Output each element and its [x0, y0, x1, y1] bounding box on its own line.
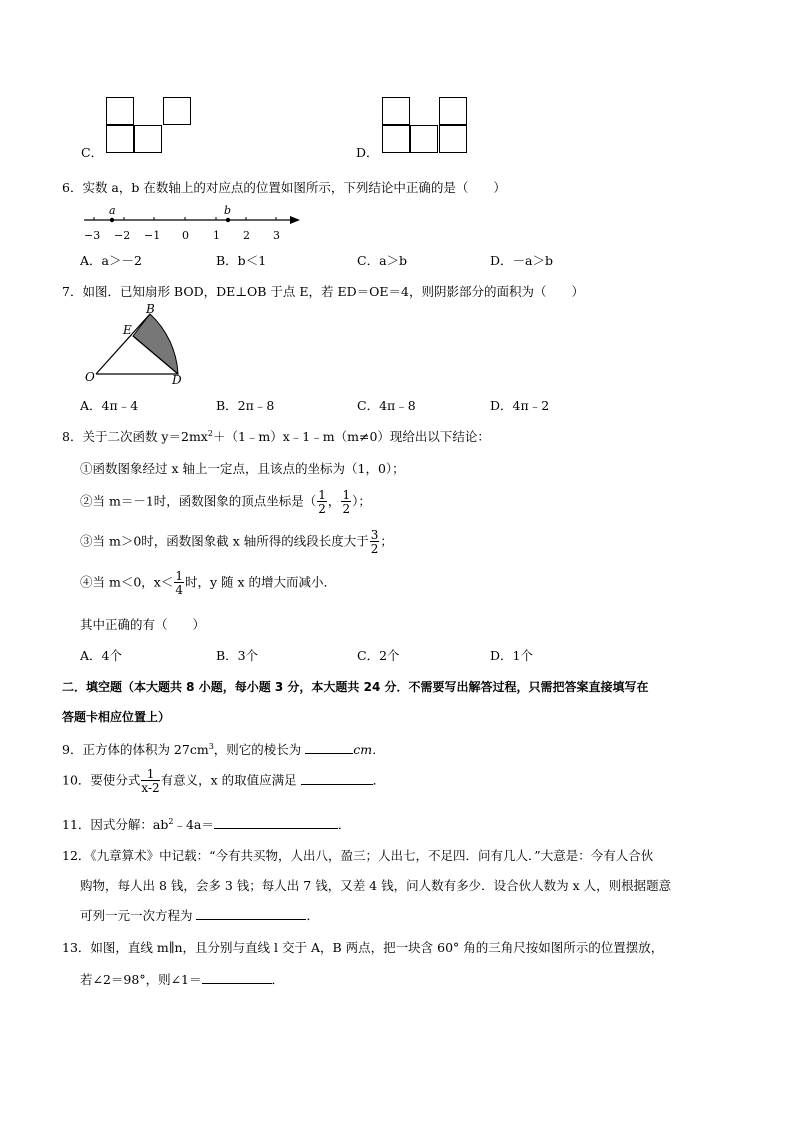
q12-end: ．	[306, 908, 319, 923]
q7-stem: 7．如图．已知扇形 BOD，DE⊥OB 于点 E，若 ED＝OE＝4，则阴影部分的面积为（ ）	[62, 284, 584, 299]
q6-number-line	[80, 200, 310, 242]
q8-conclusion-4	[80, 570, 336, 596]
q8-option-a: A．4个	[80, 648, 122, 663]
q13-text: 若∠2＝98°，则∠1＝	[80, 972, 202, 987]
q7-shaded-region	[133, 314, 178, 374]
q8-question: 其中正确的有（ ）	[80, 617, 206, 632]
q9-answer-blank[interactable]	[305, 741, 353, 754]
q8-conclusion-2-sep: ，	[327, 493, 341, 509]
q10-text-2: 有意义，x 的取值应满足	[160, 772, 301, 788]
q6-tick-label: 3	[273, 229, 280, 242]
q9-unit: cm．	[353, 742, 385, 757]
q7-label-o: O	[85, 370, 95, 384]
q12-line-3	[80, 906, 319, 924]
q6-option-c: C．a＞b	[357, 253, 408, 268]
q8-stem-exponent: 2	[207, 429, 213, 438]
q8-conclusion-3-text: ③当 m＞0时，函数图象截 x 轴所得的线段长度大于	[80, 533, 369, 549]
q7-label-d: D	[172, 373, 182, 386]
q8-fraction-three-halves: $\frac{3}{2}$	[370, 528, 379, 556]
q10-answer-blank[interactable]	[301, 772, 373, 785]
q11-exponent: 2	[168, 817, 174, 826]
q7-option-c: C．4π﹣8	[357, 398, 416, 413]
q12-text: 可列一元一次方程为	[80, 908, 197, 923]
q8-conclusion-2-end: ）；	[352, 493, 371, 509]
q12-line-2: 购物，每人出 8 钱，会多 3 钱；每人出 7 钱，又差 4 钱，问人数有多少．设合伙人数为 x 人，则根据题意	[80, 878, 672, 893]
q6-option-d: D．－a＞b	[490, 253, 553, 268]
q13-line-2	[80, 970, 284, 988]
q10-end: ．	[372, 772, 386, 788]
q5-option-d-net	[382, 97, 472, 157]
q8-fraction-half: $\frac{1}{2}$	[318, 488, 326, 516]
q7-sector-diagram	[82, 304, 192, 386]
q8-conclusion-4-text: ④当 m＜0，x＜	[80, 574, 174, 590]
q5-option-c-label: C．	[81, 145, 104, 160]
q6-stem: 6．实数 a，b 在数轴上的对应点的位置如图所示，下列结论中正确的是（ ）	[62, 180, 506, 195]
q8-fraction-quarter: $\frac{1}{4}$	[175, 569, 183, 597]
q6-tick-label: 0	[182, 229, 189, 242]
q8-stem	[62, 427, 490, 445]
q13-line-1: 13．如图，直线 m∥n，且分别与直线 l 交于 A，B 两点，把一块含 60° 角的三角尺按如图所示的位置摆放，	[62, 940, 664, 955]
q5-option-d-label: D．	[356, 145, 379, 160]
q11-answer-blank[interactable]	[214, 816, 338, 829]
q9-exponent: 3	[208, 742, 214, 751]
q9-text: 9．正方体的体积为 27cm	[62, 742, 209, 757]
q11	[62, 815, 350, 833]
q8-stem-part: 8．关于二次函数 y＝2mx	[62, 429, 208, 444]
q8-fraction-half: $\frac{1}{2}$	[342, 488, 351, 516]
q6-tick-label: −2	[114, 229, 131, 242]
q8-conclusion-2	[80, 489, 371, 515]
q6-option-a: A．a＞－2	[80, 253, 142, 268]
q6-tick-label: −3	[84, 229, 101, 242]
q8-stem-part: ＋（1﹣m）x﹣1﹣m（m≠0）现给出以下结论：	[212, 429, 490, 444]
q10-text: 10．要使分式	[62, 772, 141, 788]
q13-end: ．	[271, 972, 285, 987]
q6-point-b	[226, 218, 230, 222]
q7-label-b: B	[146, 304, 155, 316]
q8-conclusion-3-end: ；	[380, 533, 393, 549]
q11-text: 11．因式分解：ab	[62, 817, 169, 832]
q10-fraction: $\frac{1}{x-2}$	[141, 767, 160, 795]
q7-option-d: D．4π﹣2	[490, 398, 550, 413]
q8-conclusion-1: ①函数图象经过 x 轴上一定点，且该点的坐标为（1，0）；	[80, 461, 405, 476]
q8-option-c: C．2个	[357, 648, 400, 663]
q6-tick-label: −1	[144, 229, 161, 242]
q5-option-c-net	[106, 97, 196, 157]
q12-line-1: 12．《九章算术》中记载：“今有共买物，人出八，盈三；人出七，不足四．问有几人．”大意是：今有人合伙	[62, 848, 654, 863]
q7-option-a: A．4π﹣4	[80, 398, 139, 413]
section-2-heading-cont: 答题卡相应位置上）	[62, 710, 171, 724]
q12-answer-blank[interactable]	[196, 907, 306, 920]
q11-end: ．	[337, 817, 351, 832]
q6-point-a	[110, 218, 114, 222]
q9	[62, 740, 385, 758]
section-2-heading: 二．填空题（本大题共 8 小题，每小题 3 分，本大题共 24 分．不需要写出解答过程，只需把答案直接填写在	[62, 680, 649, 694]
q6-option-b: B．b＜1	[216, 253, 267, 268]
q6-tick-label: 2	[243, 229, 250, 242]
q8-option-d: D．1个	[490, 648, 533, 663]
q8-conclusion-3	[80, 529, 393, 555]
q8-conclusion-2-text: ②当 m＝－1时，函数图象的顶点坐标是（	[80, 493, 317, 509]
q6-tick-label: 1	[213, 229, 220, 242]
q6-label-a: a	[109, 204, 116, 217]
q8-conclusion-4-end: 时，y 随 x 的增大而减小．	[184, 574, 337, 590]
q13-answer-blank[interactable]	[202, 971, 272, 984]
q8-option-b: B．3个	[216, 648, 259, 663]
q11-text-2: ﹣4a＝	[173, 817, 214, 832]
q6-label-b: b	[224, 204, 232, 217]
q7-option-b: B．2π﹣8	[216, 398, 275, 413]
q9-text-2: ，则它的棱长为	[213, 742, 306, 757]
q7-label-e: E	[123, 323, 132, 337]
q10	[62, 768, 385, 794]
